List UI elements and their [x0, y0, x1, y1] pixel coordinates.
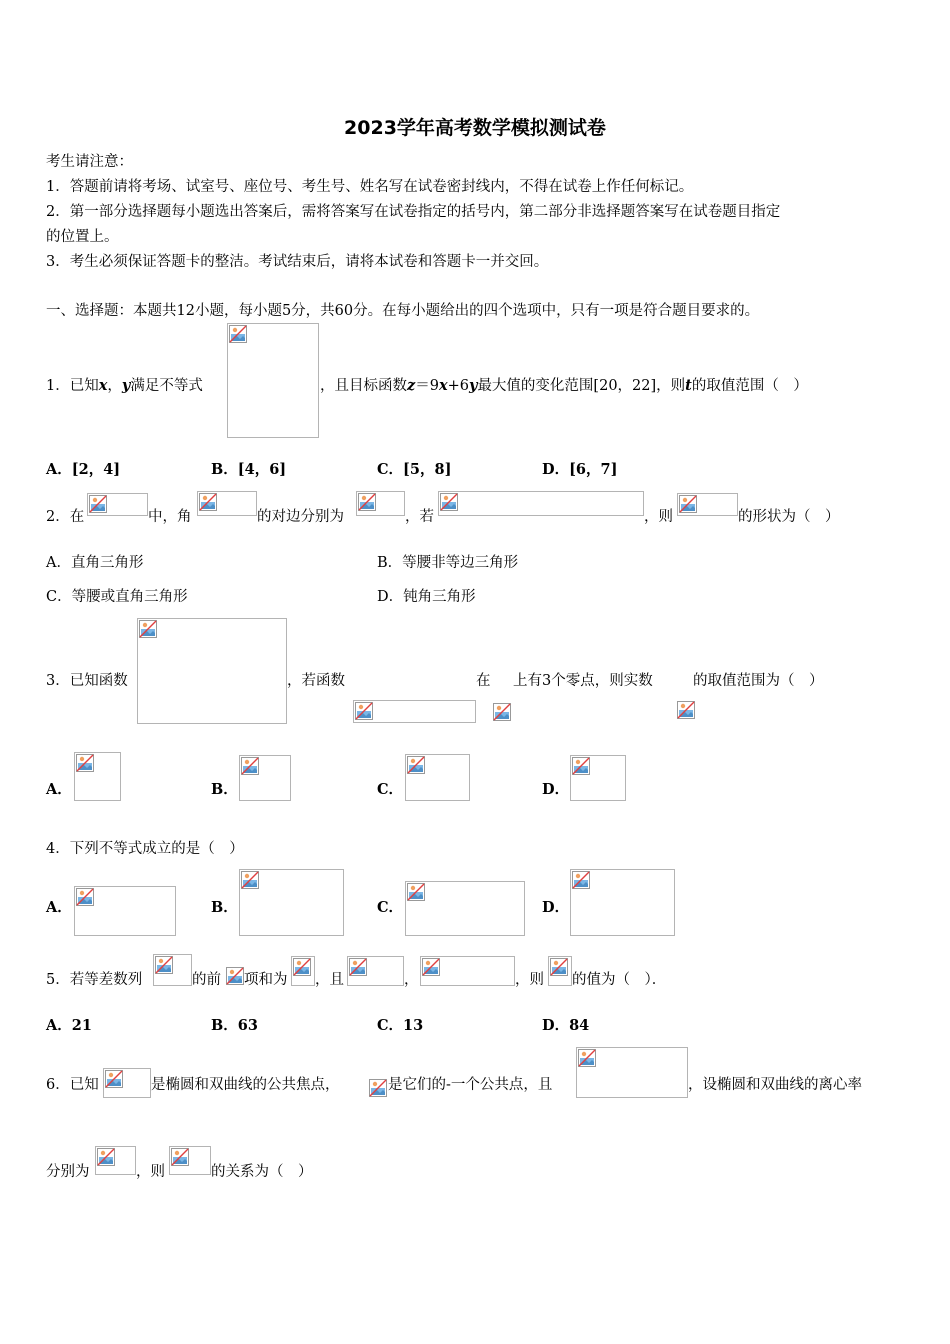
broken-image-icon [422, 958, 440, 976]
q6-formula-image-e [95, 1146, 136, 1175]
q5-option-d: D．84 [542, 1017, 590, 1034]
q6-formula-image-point [368, 1078, 388, 1098]
q6-formula-image-angle [576, 1047, 688, 1098]
broken-image-icon [369, 1079, 387, 1097]
q3-option-a: A． [46, 781, 72, 798]
q2-option-c: C．等腰或直角三角形 [46, 589, 188, 605]
q3-text-5: 的取值范围为（ ） [693, 673, 824, 689]
q6-formula-image-foci [103, 1068, 151, 1098]
broken-image-icon [578, 1049, 596, 1067]
broken-image-icon [355, 702, 373, 720]
q4-option-d-image [570, 869, 675, 936]
q3-formula-image-param [676, 700, 695, 721]
q3-text-2: ，若函数 [287, 673, 345, 689]
broken-image-icon [76, 888, 94, 906]
broken-image-icon [358, 493, 376, 511]
q2-option-a: A．直角三角形 [46, 555, 144, 571]
q5-option-a: A．21 [46, 1017, 92, 1034]
notice-heading: 考生请注意： [46, 154, 133, 170]
q6-text-7: 的关系为（ ） [211, 1164, 313, 1180]
q3-option-b-image [239, 755, 291, 801]
broken-image-icon [407, 883, 425, 901]
q2-formula-image-3 [356, 491, 405, 516]
q3-option-d-image [570, 755, 626, 801]
broken-image-icon [241, 757, 259, 775]
q2-formula-image-4 [438, 491, 644, 516]
q3-formula-image-interval [492, 702, 513, 723]
q3-text-4: 上有3个零点，则实数 [513, 673, 653, 689]
broken-image-icon [226, 967, 244, 985]
q4-option-d: D． [542, 899, 570, 916]
q1-option-b: B．[4，6] [211, 461, 287, 478]
page-title: 2023学年高考数学模拟测试卷 [344, 117, 606, 139]
q5-formula-image-n [225, 966, 244, 986]
broken-image-icon [241, 871, 259, 889]
q1-stem-start: 1．已知x，y满足不等式 [46, 377, 203, 394]
q1-option-a: A．[2，4] [46, 461, 121, 478]
broken-image-icon [139, 620, 157, 638]
notice-item-3: 3．考生必须保证答题卡的整洁。考试结束后，请将本试卷和答题卡一并交回。 [46, 254, 549, 270]
q5-formula-image-sn [291, 956, 315, 986]
q1-option-d: D．[6，7] [542, 461, 618, 478]
q2-option-b: B．等腰非等边三角形 [377, 555, 519, 571]
q5-text-4: ，且 [315, 972, 344, 988]
q1-option-c: C．[5，8] [377, 461, 452, 478]
q3-option-c: C． [377, 781, 404, 798]
broken-image-icon [677, 701, 695, 719]
q5-option-c: C．13 [377, 1017, 424, 1034]
q5-text-6: ，则 [515, 972, 544, 988]
broken-image-icon [349, 958, 367, 976]
q2-text-2: 中，角 [148, 509, 192, 525]
broken-image-icon [679, 495, 697, 513]
q4-option-b: B． [211, 899, 238, 916]
q2-option-d: D．钝角三角形 [377, 589, 476, 605]
q6-text-5: 分别为 [46, 1164, 90, 1180]
q4-option-c: C． [377, 899, 404, 916]
q4-option-c-image [405, 881, 525, 936]
notice-item-2-cont: 的位置上。 [46, 229, 119, 245]
q6-formula-image-e2 [169, 1146, 211, 1175]
q5-option-b: B．63 [211, 1017, 258, 1034]
q1-stem-end: ，且目标函数z＝9x+6y最大值的变化范围[20，22]，则t的取值范围（ ） [320, 377, 808, 394]
q3-text-3: 在 [476, 673, 491, 689]
notice-item-1: 1．答题前请将考场、试室号、座位号、考生号、姓名写在试卷密封线内，不得在试卷上作任何标记。 [46, 179, 694, 195]
broken-image-icon [572, 871, 590, 889]
q3-option-b: B． [211, 781, 238, 798]
broken-image-icon [89, 495, 107, 513]
q5-text-1: 5．若等差数列 [46, 972, 143, 988]
q2-formula-image-2 [197, 491, 257, 516]
q5-text-5: ， [404, 972, 419, 988]
q4-option-a: A． [46, 899, 72, 916]
broken-image-icon [572, 757, 590, 775]
q3-option-d: D． [542, 781, 570, 798]
q6-text-4: ，设椭圆和双曲线的离心率 [688, 1077, 862, 1093]
q3-option-a-image [74, 752, 121, 801]
q6-text-3: 是它们的-一个公共点，且 [388, 1077, 553, 1093]
q4-option-b-image [239, 869, 344, 936]
q2-text-4: ，若 [405, 509, 434, 525]
broken-image-icon [171, 1148, 189, 1166]
q5-formula-image-4 [548, 956, 572, 986]
q4-stem: 4．下列不等式成立的是（ ） [46, 841, 244, 857]
q4-option-a-image [74, 886, 176, 936]
q2-text-6: 的形状为（ ） [738, 509, 840, 525]
q1-inequality-image [227, 323, 319, 438]
broken-image-icon [76, 754, 94, 772]
broken-image-icon [229, 325, 247, 343]
q2-text-3: 的对边分别为 [257, 509, 344, 525]
q5-text-2: 的前 [192, 972, 221, 988]
q6-text-6: ，则 [136, 1164, 165, 1180]
broken-image-icon [550, 958, 568, 976]
q2-text-5: ，则 [644, 509, 673, 525]
q3-formula-image-g [353, 700, 476, 723]
q3-option-c-image [405, 754, 470, 801]
broken-image-icon [293, 958, 311, 976]
q5-formula-image-1 [153, 954, 192, 986]
section-heading: 一、选择题：本题共12小题，每小题5分，共60分。在每小题给出的四个选项中，只有一项是符合题目要求的。 [46, 303, 760, 319]
q6-text-1: 6．已知 [46, 1077, 99, 1093]
broken-image-icon [440, 493, 458, 511]
q2-formula-image-1 [87, 493, 148, 516]
broken-image-icon [493, 703, 511, 721]
q5-formula-image-2 [347, 956, 404, 986]
broken-image-icon [407, 756, 425, 774]
broken-image-icon [199, 493, 217, 511]
q3-function-image [137, 618, 287, 724]
q5-text-7: 的值为（ ）． [572, 972, 667, 988]
q3-text-1: 3．已知函数 [46, 673, 128, 689]
notice-item-2: 2．第一部分选择题每小题选出答案后，需将答案写在试卷指定的括号内，第二部分非选择题答案写在试卷题目指定 [46, 204, 781, 220]
broken-image-icon [155, 956, 173, 974]
q6-text-2: 是椭圆和双曲线的公共焦点， [151, 1077, 340, 1093]
q2-formula-image-5 [677, 493, 738, 516]
broken-image-icon [105, 1070, 123, 1088]
q5-text-3: 项和为 [244, 972, 288, 988]
q5-formula-image-3 [420, 956, 515, 986]
broken-image-icon [97, 1148, 115, 1166]
q2-text-1: 2．在 [46, 509, 85, 525]
